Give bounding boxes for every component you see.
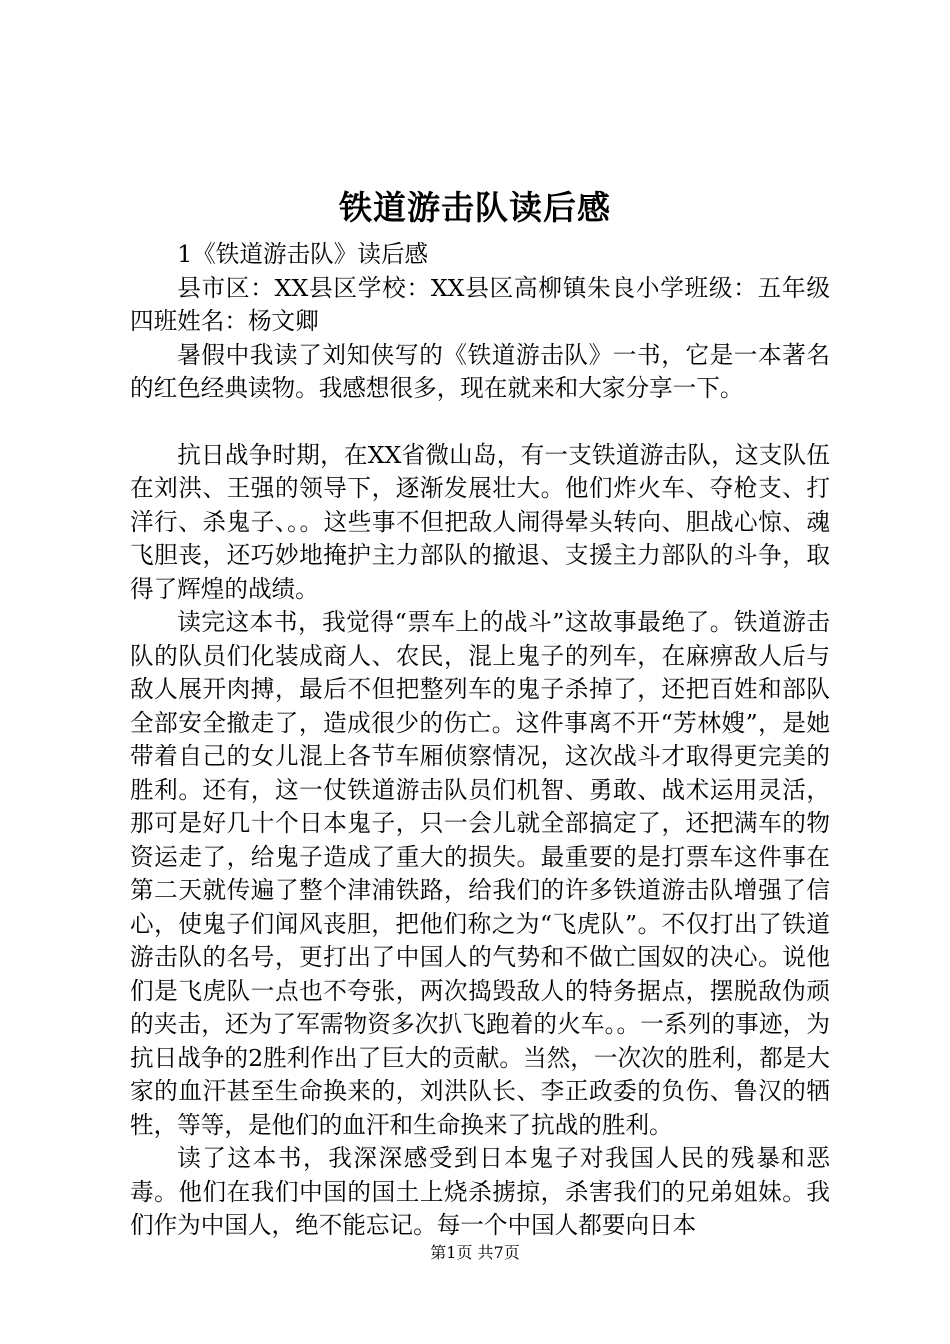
page-footer: 第1页 共7页 bbox=[430, 1243, 520, 1262]
paragraph-reflection: 读了这本书，我深深感受到日本鬼子对我国人民的残暴和恶毒。他们在我们中国的国土上烧杀掳掠，杀害我们的兄弟姐妹。我们作为中国人，绝不能忘记。每一个中国人都要向日本 bbox=[130, 1144, 830, 1239]
paragraph-main-story: 读完这本书，我觉得“票车上的战斗”这故事最绝了。铁道游击队的队员们化装成商人、农民，混上鬼子的列车，在麻痹敌人后与敌人展开肉搏，最后不但把整列车的鬼子杀掉了，还把百姓和部队全部安全撤走了，造成很少的伤亡。这件事离不开“芳林嫂”，是她带着自己的女儿混上各节车厢侦察情况，这次战斗才取得更完美的胜利。还有，这一仗铁道游击队员们机智、勇敢、战术运用灵活，那可是好几十个日本鬼子，只一会儿就全部搞定了，还把满车的物资运走了，给鬼子造成了重大的损失。最重要的是打票车这件事在第二天就传遍了整个津浦铁路，给我们的许多铁道游击队增强了信心，使鬼子们闻风丧胆，把他们称之为“飞虎队”。不仅打出了铁道游击队的名号，更打出了中国人的气势和不做亡国奴的决心。说他们是飞虎队一点也不夸张，两次捣毁敌人的特务据点，摆脱敌伪顽的夹击，还为了军需物资多次扒飞跑着的火车。。一系列的事迹，为抗日战争的2胜利作出了巨大的贡献。当然，一次次的胜利，都是大家的血汗甚至生命换来的，刘洪队长、李正政委的负伤、鲁汉的牺牲，等等，是他们的血汗和生命换来了抗战的胜利。 bbox=[130, 608, 830, 1139]
paragraph-heading: 1《铁道游击队》读后感 bbox=[177, 240, 429, 268]
blank-line bbox=[130, 406, 830, 439]
document-body bbox=[130, 238, 830, 1243]
paragraph-intro: 暑假中我读了刘知侠写的《铁道游击队》一书，它是一本著名的红色经典读物。我感想很多，现在就来和大家分享一下。 bbox=[130, 340, 830, 402]
paragraph-author-info: 县市区：XX县区学校：XX县区高柳镇朱良小学班级：五年级四班姓名：杨文卿 bbox=[130, 273, 830, 335]
document-title: 铁道游击队读后感 bbox=[339, 188, 611, 227]
paragraph-background: 抗日战争时期，在XX省微山岛，有一支铁道游击队，这支队伍在刘洪、王强的领导下，逐渐发展壮大。他们炸火车、夺枪支、打洋行、杀鬼子、。。这些事不但把敌人闹得晕头转向、胆战心惊、魂飞胆丧，还巧妙地掩护主力部队的撤退、支援主力部队的斗争，取得了辉煌的战绩。 bbox=[130, 440, 830, 603]
